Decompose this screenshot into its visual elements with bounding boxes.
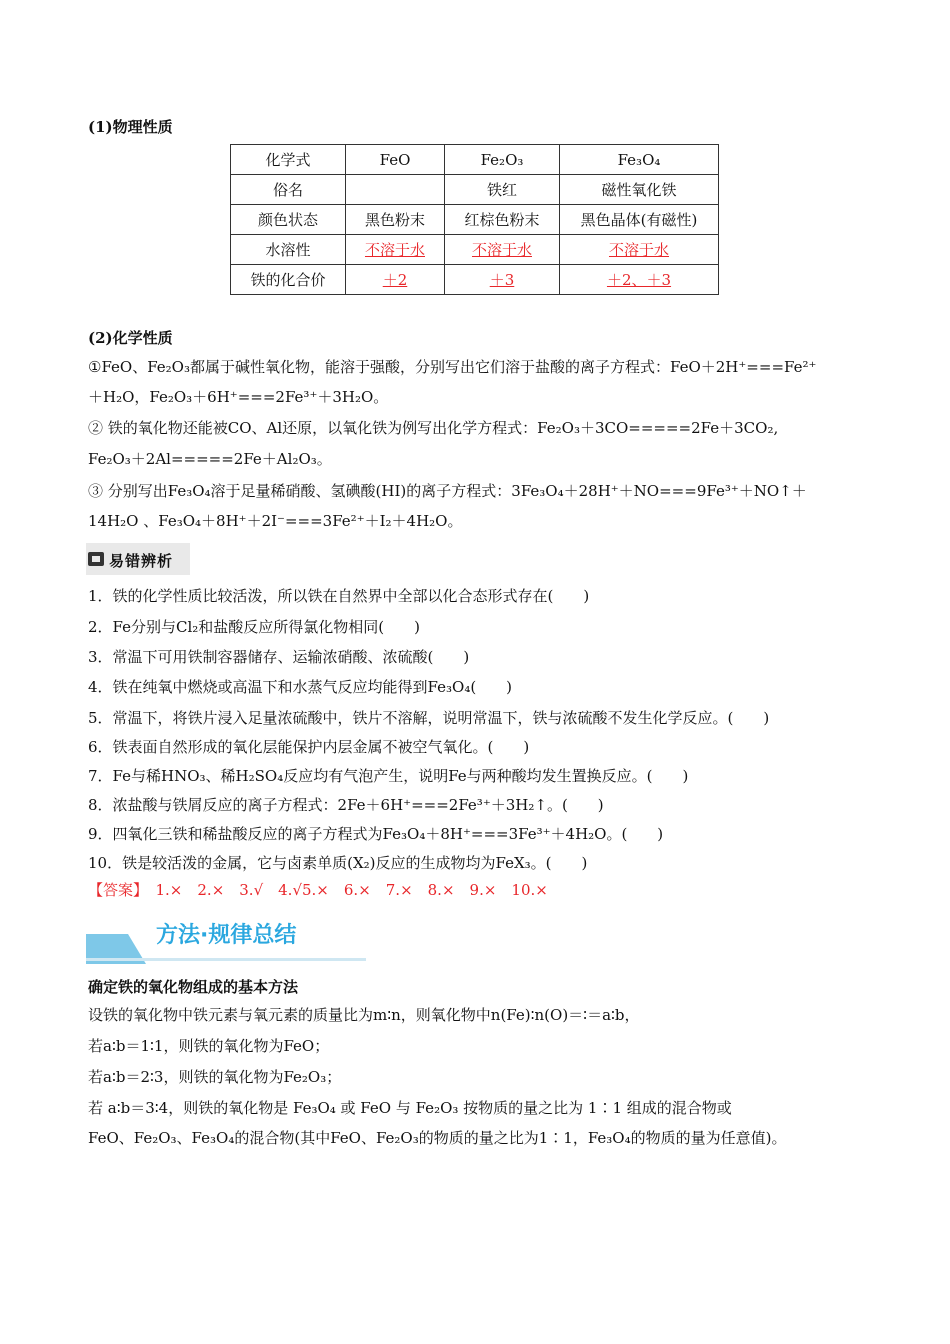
list-item: 10．铁是较活泼的金属，它与卤素单质(X₂)反应的生成物均为FeX₃。( ) xyxy=(88,854,588,872)
table-cell: 不溶于水 xyxy=(346,235,445,265)
list-item: 8．浓盐酸与铁屑反应的离子方程式：2Fe＋6H⁺===2Fe³⁺＋3H₂↑。( ) xyxy=(88,796,604,814)
table-row xyxy=(231,205,719,235)
table-cell: 不溶于水 xyxy=(445,235,560,265)
table-cell: ＋2、＋3 xyxy=(560,265,719,295)
method-line: 设铁的氧化物中铁元素与氧元素的质量比为m∶n，则氧化物中n(Fe)∶n(O)＝∶＝a∶b， xyxy=(88,1006,640,1024)
section-title-chemical: (2)化学性质 xyxy=(88,329,173,347)
table-row xyxy=(231,175,719,205)
list-item: 4．铁在纯氧中燃烧或高温下和水蒸气反应均能得到Fe₃O₄( ) xyxy=(88,678,513,696)
chem-line: 14H₂O 、Fe₃O₄＋8H⁺＋2I⁻===3Fe²⁺＋I₂＋4H₂O。 xyxy=(88,512,463,530)
error-analysis-badge xyxy=(86,543,190,575)
method-subtitle: 确定铁的氧化物组成的基本方法 xyxy=(88,978,299,996)
section-title-physical: (1)物理性质 xyxy=(88,118,173,136)
table-cell: 红棕色粉末 xyxy=(445,205,560,235)
list-item: 6．铁表面自然形成的氧化层能保护内层金属不被空气氧化。( ) xyxy=(88,738,530,756)
list-item: 2．Fe分别与Cl₂和盐酸反应所得氯化物相同( ) xyxy=(88,618,421,636)
method-line: 若 a∶b＝3∶4，则铁的氧化物是 Fe₃O₄ 或 FeO 与 Fe₂O₃ 按物质的量之比为 1∶1 组成的混合物或 xyxy=(88,1099,732,1117)
table-cell: 化学式 xyxy=(231,145,346,175)
table-cell: Fe₂O₃ xyxy=(445,145,560,175)
method-line: 若a∶b＝1∶1，则铁的氧化物为FeO； xyxy=(88,1037,330,1055)
table-cell xyxy=(346,175,445,205)
list-item: 7．Fe与稀HNO₃、稀H₂SO₄反应均有气泡产生，说明Fe与两种酸均发生置换反应。( ) xyxy=(88,767,689,785)
table-cell: 俗名 xyxy=(231,175,346,205)
list-item: 3．常温下可用铁制容器储存、运输浓硝酸、浓硫酸( ) xyxy=(88,648,470,666)
table-cell: 水溶性 xyxy=(231,235,346,265)
method-line: 若a∶b＝2∶3，则铁的氧化物为Fe₂O₃； xyxy=(88,1068,342,1086)
table-cell: 不溶于水 xyxy=(560,235,719,265)
badge-label: 易错辨析 xyxy=(109,552,174,570)
note-icon xyxy=(88,552,104,566)
table-cell: ＋2 xyxy=(346,265,445,295)
header-underline xyxy=(86,958,366,961)
chem-line: ①FeO、Fe₂O₃都属于碱性氧化物，能溶于强酸，分别写出它们溶于盐酸的离子方程式：FeO＋2H⁺===Fe²⁺ xyxy=(88,358,817,376)
chem-line: ③ 分别写出Fe₃O₄溶于足量稀硝酸、氢碘酸(HI)的离子方程式：3Fe₃O₄＋28H⁺＋NO===9Fe³⁺＋NO↑＋ xyxy=(88,482,807,500)
chem-line: ＋H₂O，Fe₂O₃＋6H⁺===2Fe³⁺＋3H₂O。 xyxy=(88,388,389,406)
answer-line: 【答案】 1.× 2.× 3.√ 4.√5.× 6.× 7.× 8.× 9.× 10.× xyxy=(88,881,548,899)
list-item: 1．铁的化学性质比较活泼，所以铁在自然界中全部以化合态形式存在( ) xyxy=(88,587,590,605)
table-row xyxy=(231,235,719,265)
properties-table xyxy=(230,144,719,295)
method-line: FeO、Fe₂O₃、Fe₃O₄的混合物(其中FeO、Fe₂O₃的物质的量之比为1∶1，Fe₃O₄的物质的量为任意值)。 xyxy=(88,1129,787,1147)
table-cell: 颜色状态 xyxy=(231,205,346,235)
chem-line: Fe₂O₃＋2Al=====2Fe＋Al₂O₃。 xyxy=(88,450,332,468)
table-row xyxy=(231,265,719,295)
table-cell: ＋3 xyxy=(445,265,560,295)
table-cell: 铁红 xyxy=(445,175,560,205)
method-header xyxy=(86,910,371,962)
table-cell: FeO xyxy=(346,145,445,175)
table-cell: 黑色晶体(有磁性) xyxy=(560,205,719,235)
table-cell: 铁的化合价 xyxy=(231,265,346,295)
list-item: 9．四氧化三铁和稀盐酸反应的离子方程式为Fe₃O₄＋8H⁺===3Fe³⁺＋4H₂O。( ) xyxy=(88,825,664,843)
chem-line: ② 铁的氧化物还能被CO、Al还原，以氧化铁为例写出化学方程式：Fe₂O₃＋3CO=====2Fe＋3CO₂, xyxy=(88,419,779,437)
table-cell: 黑色粉末 xyxy=(346,205,445,235)
table-cell: 磁性氧化铁 xyxy=(560,175,719,205)
list-item: 5．常温下，将铁片浸入足量浓硫酸中，铁片不溶解，说明常温下，铁与浓硫酸不发生化学反应。( ) xyxy=(88,709,770,727)
table-cell: Fe₃O₄ xyxy=(560,145,719,175)
method-title: 方法·规律总结 xyxy=(156,923,297,948)
table-row xyxy=(231,145,719,175)
